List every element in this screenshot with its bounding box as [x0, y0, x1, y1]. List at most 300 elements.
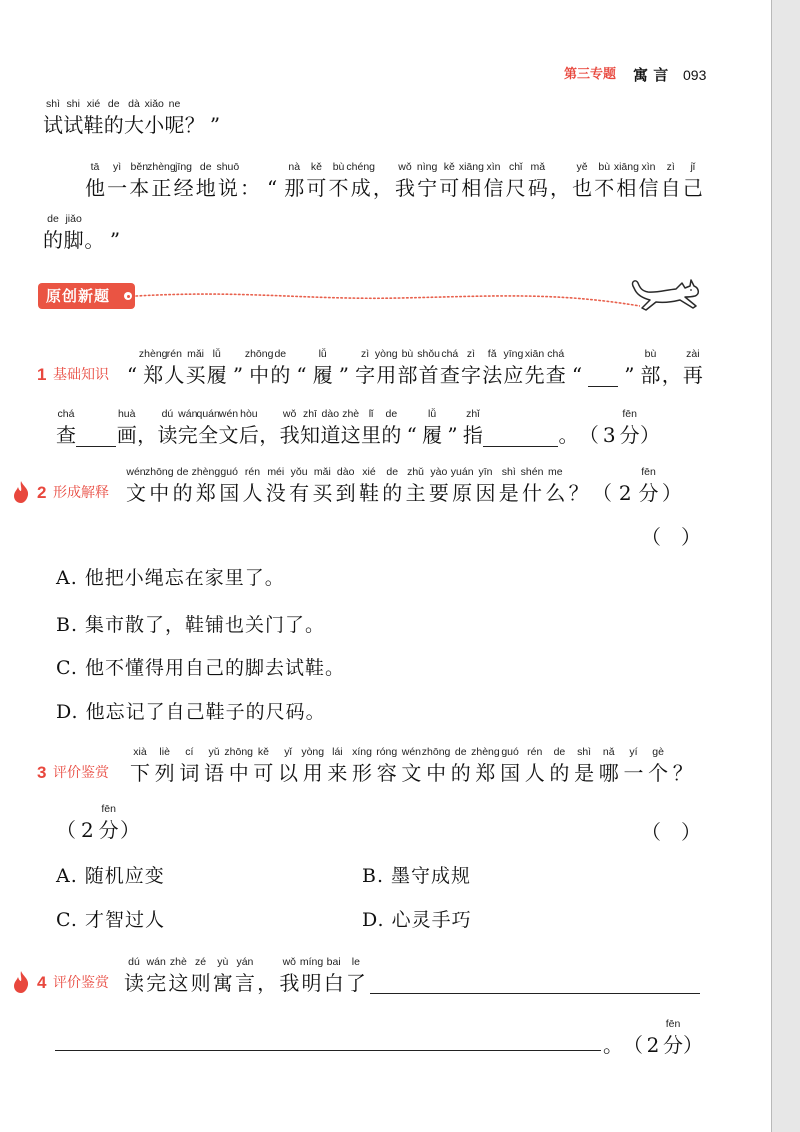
pinyin-syllable: me — [548, 466, 563, 478]
pinyin-cell — [503, 347, 523, 361]
question-number: 2 — [37, 483, 47, 502]
pinyin-syllable: zì — [466, 348, 476, 360]
pinyin-cell — [623, 745, 643, 759]
pinyin-syllable: shén — [520, 466, 544, 478]
character: ” — [447, 423, 458, 447]
character: 小 — [144, 113, 165, 137]
character: 中 — [149, 481, 170, 505]
pinyin-cell — [528, 160, 548, 174]
pinyin-syllable: zì — [360, 348, 370, 360]
question-category: 基础知识 — [53, 367, 109, 383]
character: 的 — [270, 363, 291, 387]
pinyin-cell — [673, 745, 693, 759]
character: 了 — [345, 971, 366, 995]
pinyin-cell — [641, 347, 661, 361]
pinyin-cell — [401, 745, 421, 759]
pinyin-cell — [361, 407, 381, 421]
character: 来 — [327, 761, 348, 785]
pinyin-syllable: jīng — [175, 161, 193, 173]
option-b: B. 墨守成规 — [362, 865, 472, 887]
pinyin-syllable: xiāng — [458, 161, 484, 173]
pinyin-syllable: shi — [66, 98, 80, 110]
character: 哪 — [598, 761, 619, 785]
character: 明 — [301, 971, 322, 995]
pinyin-row — [124, 955, 366, 969]
answer-line — [55, 1050, 601, 1051]
pinyin-syllable: wǒ — [282, 956, 297, 968]
pinyin-syllable: le — [351, 956, 360, 968]
pinyin-cell — [235, 955, 255, 969]
pinyin-syllable: chá — [441, 348, 459, 360]
character: （ — [591, 481, 612, 505]
pinyin-cell — [377, 745, 397, 759]
pinyin-cell — [262, 160, 282, 174]
pinyin-syllable: dào — [321, 408, 340, 420]
pinyin-syllable: yòng — [301, 746, 325, 758]
pinyin-syllable: tā — [90, 161, 100, 173]
character: 。 — [558, 423, 579, 447]
pinyin-syllable: shì — [45, 98, 60, 110]
pinyin-cell — [471, 745, 500, 759]
pinyin-syllable: yǔ — [208, 746, 220, 758]
character: ： — [239, 176, 260, 200]
pinyin-syllable: hòu — [240, 408, 258, 420]
pinyin-cell — [257, 955, 277, 969]
pinyin-cell — [419, 347, 439, 361]
pinyin-cell — [185, 97, 205, 111]
character: 宁 — [417, 176, 438, 200]
answer-bracket: （ ） — [641, 820, 701, 844]
pinyin-syllable: zhǐ — [466, 408, 480, 420]
pinyin-cell — [138, 347, 168, 361]
pinyin-syllable: chéng — [346, 161, 375, 173]
pinyin-syllable: mǎi — [313, 466, 331, 478]
pinyin-syllable: bai — [326, 956, 341, 968]
character: 相 — [461, 176, 482, 200]
pinyin-syllable: xié — [362, 466, 376, 478]
character: 文 — [218, 423, 239, 447]
character: 中 — [426, 761, 447, 785]
pinyin-syllable: de — [47, 213, 59, 225]
pinyin-cell — [359, 465, 379, 479]
text-row — [85, 176, 703, 200]
pinyin-cell — [117, 407, 137, 421]
character: 这 — [168, 971, 189, 995]
pinyin-syllable: de — [553, 746, 566, 758]
character: 白 — [323, 971, 344, 995]
pinyin-cell — [402, 407, 422, 421]
pinyin-cell — [429, 465, 449, 479]
character: （ — [578, 423, 599, 447]
pinyin-syllable: bù — [332, 161, 345, 173]
pinyin-cell — [144, 97, 164, 111]
pinyin-cell — [461, 347, 481, 361]
question-line — [56, 802, 140, 842]
pinyin-syllable: wán — [178, 408, 198, 420]
pinyin-syllable: wǒ — [282, 408, 297, 420]
text-row — [603, 1033, 703, 1057]
pinyin-cell — [289, 465, 309, 479]
pinyin-cell — [292, 347, 312, 361]
pinyin-cell — [341, 407, 361, 421]
pinyin-cell — [120, 802, 140, 816]
pinyin-syllable: zhōng — [224, 746, 253, 758]
character: ， — [257, 971, 278, 995]
story-line — [43, 97, 225, 137]
pinyin-cell — [334, 347, 354, 361]
pinyin-cell — [207, 347, 227, 361]
option-a: A. 他把小绳忘在家里了。 — [56, 567, 285, 589]
character: 以 — [278, 761, 299, 785]
question-line — [56, 407, 660, 447]
pinyin-cell — [545, 465, 565, 479]
pinyin-syllable: wén — [218, 408, 239, 420]
character: 的 — [381, 423, 402, 447]
character: 地 — [195, 176, 216, 200]
option-c: C. 才智过人 — [56, 909, 165, 931]
pinyin-syllable: fēn — [665, 1018, 681, 1030]
character: 分 — [98, 818, 119, 842]
character: 么 — [545, 481, 566, 505]
pinyin-syllable: de — [386, 466, 399, 478]
pinyin-cell — [56, 802, 76, 816]
pinyin-cell — [574, 745, 594, 759]
pinyin-cell — [174, 160, 194, 174]
character: （ — [623, 1033, 643, 1057]
pinyin-row — [603, 1017, 703, 1031]
character: 3 — [602, 423, 616, 447]
character: ？ — [672, 761, 693, 785]
text-row — [124, 971, 366, 995]
question-line — [126, 465, 682, 505]
pinyin-syllable: rén — [527, 746, 543, 758]
pinyin-cell — [422, 407, 442, 421]
pinyin-cell — [613, 160, 639, 174]
pinyin-syllable: fēn — [101, 803, 116, 815]
dotted-divider — [135, 286, 640, 312]
pinyin-syllable: zhè — [342, 408, 360, 420]
pinyin-syllable: xiāng — [613, 161, 639, 173]
question-number: 1 — [37, 365, 47, 384]
pinyin-cell — [550, 160, 570, 174]
character: 没 — [265, 481, 286, 505]
pinyin-syllable: jǐ — [690, 161, 696, 173]
character: ？ — [568, 481, 589, 505]
pinyin-cell — [240, 160, 260, 174]
character: ） — [119, 818, 140, 842]
character: ” — [624, 363, 635, 387]
pinyin-cell — [346, 955, 366, 969]
pinyin-cell — [594, 160, 614, 174]
pinyin-cell — [336, 465, 356, 479]
pinyin-cell — [599, 745, 619, 759]
pinyin-cell — [579, 407, 599, 421]
character: 用 — [302, 761, 323, 785]
character: ” — [232, 363, 244, 387]
pinyin-cell — [306, 160, 326, 174]
pinyin-syllable: dào — [336, 466, 355, 478]
fill-in-blank — [76, 425, 116, 447]
story-line — [85, 160, 703, 200]
pinyin-cell — [284, 160, 304, 174]
character: 文 — [401, 761, 422, 785]
character: 则 — [190, 971, 211, 995]
pinyin-syllable: bù — [401, 348, 414, 360]
pinyin-cell — [463, 407, 483, 421]
pinyin-syllable: nǎ — [602, 746, 615, 758]
page-edge — [771, 0, 800, 1132]
pinyin-cell — [146, 955, 166, 969]
pinyin-cell — [559, 407, 579, 421]
pinyin-syllable: rén — [244, 466, 261, 478]
question-category: 形成解释 — [53, 485, 109, 501]
pinyin-row — [43, 212, 125, 226]
pinyin-syllable: bù — [598, 161, 611, 173]
character: ） — [661, 481, 682, 505]
character: 寓 — [212, 971, 233, 995]
character: ） — [639, 423, 660, 447]
pinyin-cell — [567, 347, 587, 361]
pinyin-cell — [165, 97, 185, 111]
pinyin-cell — [218, 160, 238, 174]
pinyin-cell — [569, 465, 589, 479]
pinyin-cell — [525, 745, 545, 759]
pinyin-syllable: yīng — [503, 348, 524, 360]
character: 道 — [320, 423, 341, 447]
pinyin-row — [43, 97, 225, 111]
pinyin-row — [56, 407, 660, 421]
character: ， — [549, 176, 570, 200]
pinyin-cell — [683, 160, 703, 174]
character: 履 — [422, 423, 443, 447]
pinyin-cell — [239, 407, 259, 421]
text-row — [126, 481, 682, 505]
pinyin-cell — [126, 465, 146, 479]
character: 的 — [450, 761, 471, 785]
pinyin-cell — [643, 1017, 663, 1031]
pinyin-syllable: xiān — [524, 348, 545, 360]
character: ， — [137, 423, 158, 447]
character: 什 — [522, 481, 543, 505]
pinyin-syllable: zhōng — [145, 466, 174, 478]
pinyin-cell — [312, 465, 332, 479]
character: 试 — [43, 113, 63, 137]
pinyin-cell — [661, 160, 681, 174]
character: （ — [56, 818, 76, 842]
question-line — [122, 347, 703, 387]
character: 信 — [483, 176, 504, 200]
pinyin-syllable: huà — [117, 408, 136, 420]
pinyin-cell — [43, 212, 63, 226]
option-d: D. 他忘记了自己鞋子的尺码。 — [56, 701, 326, 723]
character: 鞋 — [83, 113, 104, 137]
character: 法 — [482, 363, 503, 387]
fire-icon — [12, 971, 30, 993]
pinyin-cell — [242, 465, 262, 479]
pinyin-cell — [440, 347, 460, 361]
character: 郑 — [195, 481, 216, 505]
character: 查 — [56, 423, 76, 447]
character: 试 — [63, 113, 84, 137]
character: 2 — [618, 481, 632, 505]
character: 要 — [428, 481, 449, 505]
pinyin-cell — [186, 347, 206, 361]
pinyin-cell — [639, 160, 659, 174]
pinyin-cell — [320, 407, 340, 421]
pinyin-syllable: nìng — [416, 161, 438, 173]
character: 自 — [660, 176, 681, 200]
pinyin-syllable: xià — [133, 746, 147, 758]
pinyin-syllable: zhèng — [471, 746, 500, 758]
pinyin-cell — [85, 160, 105, 174]
character: 是 — [498, 481, 519, 505]
pinyin-syllable: bù — [644, 348, 657, 360]
text-row — [56, 818, 140, 842]
character: 有 — [289, 481, 310, 505]
text-row — [43, 113, 225, 137]
pinyin-cell — [168, 955, 188, 969]
character: ， — [259, 423, 280, 447]
pinyin-cell — [662, 465, 682, 479]
character: 郑 — [143, 363, 164, 387]
pinyin-cell — [475, 465, 495, 479]
character: 用 — [376, 363, 397, 387]
pinyin-syllable: chá — [547, 348, 565, 360]
header-section: 第三专题 — [564, 67, 617, 82]
character: 呢 — [164, 113, 185, 137]
question-category: 评价鉴赏 — [53, 975, 109, 991]
character: 画 — [116, 423, 137, 447]
character: 一 — [623, 761, 644, 785]
pinyin-syllable: zhèng — [138, 348, 168, 360]
pinyin-syllable: zhèng — [147, 161, 176, 173]
pinyin-syllable: yòng — [374, 348, 398, 360]
character: 全 — [198, 423, 219, 447]
character: 说 — [217, 176, 238, 200]
character: 可 — [306, 176, 327, 200]
pinyin-cell — [639, 465, 659, 479]
pinyin-cell — [662, 347, 682, 361]
character: 2 — [80, 818, 94, 842]
pinyin-syllable: méi — [267, 466, 285, 478]
pinyin-syllable: wén — [126, 466, 146, 478]
pinyin-cell — [382, 465, 402, 479]
character: 查 — [545, 363, 566, 387]
character: 鞋 — [358, 481, 379, 505]
character: 我 — [394, 176, 415, 200]
character: ， — [372, 176, 393, 200]
character: 这 — [340, 423, 361, 447]
pinyin-syllable: guó — [501, 746, 519, 758]
pinyin-syllable: guó — [220, 466, 238, 478]
pinyin-cell — [164, 347, 184, 361]
character: 完 — [146, 971, 167, 995]
character: 里 — [361, 423, 382, 447]
character: 不 — [594, 176, 615, 200]
pinyin-cell — [205, 97, 225, 111]
character: 一 — [107, 176, 128, 200]
character: “ — [406, 423, 417, 447]
pinyin-cell — [620, 407, 640, 421]
pinyin-cell — [219, 407, 239, 421]
pinyin-syllable: zhǔ — [407, 466, 425, 478]
pinyin-cell — [623, 1017, 643, 1031]
pinyin-syllable: fǎ — [487, 348, 497, 360]
pinyin-syllable: rén — [166, 348, 182, 360]
pinyin-syllable: shuō — [216, 161, 240, 173]
character: 码 — [527, 176, 548, 200]
pinyin-cell — [442, 407, 462, 421]
character: 的 — [103, 113, 124, 137]
pinyin-syllable: mǎ — [530, 161, 546, 173]
pinyin-cell — [522, 465, 542, 479]
character: 也 — [572, 176, 593, 200]
character: 成 — [350, 176, 371, 200]
fill-in-blank — [588, 365, 618, 387]
pinyin-cell — [525, 347, 545, 361]
pinyin-cell — [683, 1017, 703, 1031]
character: ” — [109, 228, 121, 252]
pinyin-syllable: de — [176, 466, 189, 478]
story-line — [43, 212, 125, 252]
pinyin-syllable: zhèng — [191, 466, 221, 478]
character: 部 — [397, 363, 418, 387]
character: 可 — [439, 176, 460, 200]
character: 应 — [503, 363, 524, 387]
pinyin-cell — [482, 347, 502, 361]
pinyin-cell — [224, 745, 253, 759]
pinyin-cell — [397, 347, 417, 361]
character: 买 — [312, 481, 333, 505]
pinyin-cell — [147, 160, 176, 174]
character: 脚 — [63, 228, 84, 252]
character: “ — [267, 176, 278, 200]
character: 国 — [500, 761, 521, 785]
section-label: 原创新题 — [46, 287, 111, 305]
pinyin-syllable: de — [454, 746, 467, 758]
pinyin-cell — [506, 160, 526, 174]
pinyin-cell — [421, 745, 451, 759]
pinyin-cell — [546, 347, 566, 361]
pinyin-cell — [84, 212, 104, 226]
text-row — [130, 761, 693, 785]
pinyin-row — [126, 465, 682, 479]
pinyin-cell — [324, 955, 344, 969]
header-title: 寓 言 — [633, 66, 669, 84]
pinyin-syllable: dú — [161, 408, 174, 420]
character: 他 — [85, 176, 105, 200]
character: 己 — [682, 176, 703, 200]
pinyin-syllable: de — [199, 161, 212, 173]
character: 分 — [663, 1033, 683, 1057]
character: 相 — [616, 176, 637, 200]
pinyin-cell — [173, 465, 193, 479]
pinyin-cell — [373, 160, 393, 174]
pinyin-cell — [213, 955, 233, 969]
pinyin-cell — [299, 955, 324, 969]
pinyin-syllable: míng — [299, 956, 324, 968]
pinyin-syllable: xié — [86, 98, 101, 110]
pinyin-cell — [300, 407, 320, 421]
pinyin-cell — [124, 955, 144, 969]
pinyin-syllable: běn — [130, 161, 149, 173]
pinyin-cell — [376, 347, 396, 361]
character: 到 — [335, 481, 356, 505]
character: “ — [296, 363, 307, 387]
character: 经 — [173, 176, 194, 200]
pinyin-syllable: kě — [443, 161, 455, 173]
question-line — [130, 745, 693, 785]
